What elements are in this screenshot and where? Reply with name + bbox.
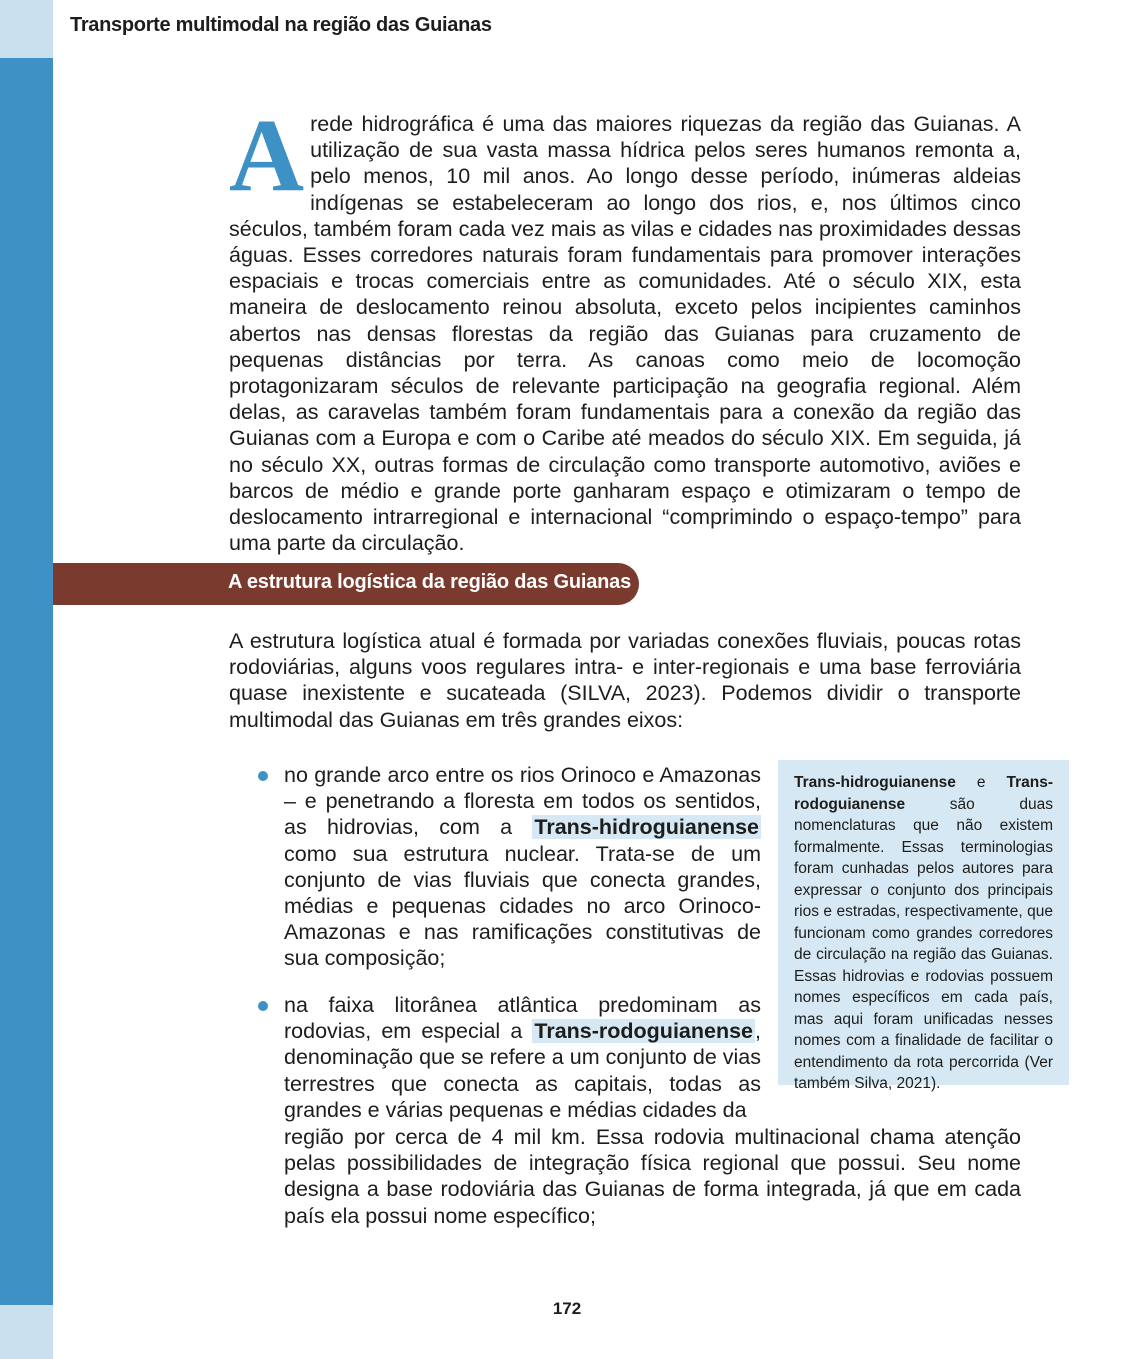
drop-cap: A (229, 98, 305, 213)
list-item-continuation: região por cerca de 4 mil km. Essa rodovia multinacional chama atenção pelas possibilidades de integração física regional que possui. Seu nome designa a base rodoviária das Guianas de forma integrada, já que em cada país ela possui nome específico; (284, 1125, 1021, 1228)
section-paragraph: A estrutura logística atual é formada por variadas conexões fluviais, poucas rotas rodoviárias, alguns voos regulares intra- e inter-regionais e uma base ferroviária quase inexistente e sucateada (SILVA, 2023). Podemos dividir o transporte multimodal das Guianas em três grandes eixos: (229, 629, 1021, 732)
highlighted-term: Trans-rodoguianense (534, 1019, 754, 1044)
sidebar-strip-top (0, 0, 53, 58)
section-title: A estrutura logística da região das Guianas (228, 571, 632, 593)
highlighted-term: Trans-hidroguianense (534, 815, 759, 840)
bullet-icon (258, 771, 268, 781)
bullet-icon (258, 1001, 268, 1011)
sidebar-strip (0, 58, 53, 1305)
list-item: no grande arco entre os rios Orinoco e Amazonas – e penetrando a floresta em todos os sentidos, as hidrovias, com a Trans-hidroguianense como sua estrutura nuclear. Trata-se de um conjunto de vias fluviais que conecta grandes, médias e pequenas cidades no arco Orinoco-Amazonas e nas ramificações constitutivas de sua composição; (284, 762, 761, 972)
intro-text: rede hidrográfica é uma das maiores riquezas da região das Guianas. A utilização de sua vasta massa hídrica pelos seres humanos remonta a, pelo menos, 10 mil anos. Ao longo desse período, inúmeras aldeias indígenas se estabeleceram ao longo dos rios, e, nos últimos cinco séculos, também foram cada vez mais as vilas e cidades nas proximidades dessas águas. Esses corredores naturais foram fundamentais para promover interações espaciais e trocas comerciais entre as comunidades. Até o século XIX, esta maneira de deslocamento reinou absoluta, exceto pelos incipientes caminhos abertos nas densas florestas da região das Guianas para cruzamento de pequenas distâncias por terra. As canoas como meio de locomoção protagonizaram séculos de relevante participação na geografia regional. Além delas, as caravelas também foram fundamentais para a conexão da região das Guianas com a Europa e com o Caribe até meados do século XIX. Em seguida, já no século XX, outras formas de circulação como transporte automotivo, aviões e barcos de médio e grande porte ganharam espaço e otimizaram o tempo de deslocamento intrarregional e internacional “comprimindo o espaço-tempo” para uma parte da circulação. (229, 112, 1021, 556)
page-number: 172 (552, 1299, 582, 1318)
list-item: na faixa litorânea atlântica predominam as rodovias, em especial a Trans-rodoguianense, denominação que se refere a um conjunto de vias terrestres que conecta as capitais, todas as grandes e várias pequenas e médias cidades da (284, 992, 761, 1123)
glossary-sidebox: Trans-hidroguianense e Trans-rodoguianense são duas nomenclaturas que não existem formalmente. Essas terminologias foram cunhadas pelos autores para expressar o conjunto dos principais rios e estradas, respectivamente, que funcionam como grandes corredores de circulação na região das Guianas. Essas hidrovias e rodovias possuem nomes específicos em cada país, mas aqui foram unificadas nesses nomes com a finalidade de facilitar o entendimento da rota percorrida (Ver também Silva, 2021). (778, 760, 1069, 1085)
intro-paragraph (229, 98, 1021, 556)
running-title: Transporte multimodal na região das Guianas (70, 14, 492, 36)
